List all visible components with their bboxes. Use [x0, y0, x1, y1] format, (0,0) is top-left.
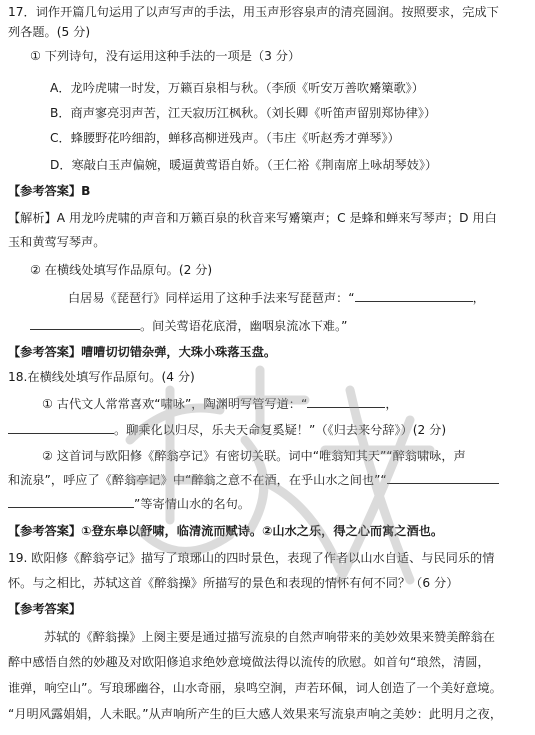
q19-answer-para2: 醉中感悟自然的妙趣及对欧阳修追求绝妙意境做法得以流传的欣慰。如首句“琅然，清圆， [8, 655, 490, 669]
answer-blank[interactable] [355, 290, 473, 302]
q18-answer: 【参考答案】①登东皋以舒啸，临清流而赋诗。②山水之乐，得之心而寓之酒也。 [8, 524, 444, 538]
answer-blank[interactable] [387, 472, 499, 484]
q17-option-b: B．商声寥亮羽声苦，江天寂历江枫秋。（刘长卿《听笛声留别郑协律》） [50, 106, 437, 120]
q18-title: 18.在横线处填写作品原句。(4 分) [8, 370, 195, 384]
q19-answer-para4: “月明风露娟娟，人未眠。”从声响所产生的巨大感人效果来写流泉声响之美妙：此明月之夜， [8, 707, 503, 721]
q18-item2-line3 [8, 496, 250, 512]
q17-fill-line1 [68, 290, 485, 306]
q18-item2-line1: ② 这首词与欧阳修《醉翁亭记》有密切关联。词中“唯翁知其天”“醉翁啸咏，声 [42, 449, 466, 463]
q18-item1-text: ① 古代文人常常喜欢“啸咏”，陶渊明写管写道：“ [42, 397, 308, 411]
q19-answer-para1: 苏轼的《醉翁操》上阕主要是通过描写流泉的自然声响带来的美妙效果来赞美醉翁在 [44, 630, 495, 644]
q17-option-c: C．蜂腰野花吟细韵，蝉移高柳迸残声。（韦庄《听赵秀才弹琴》） [50, 131, 400, 145]
q17-answer-1: 【参考答案】B [8, 184, 91, 198]
q17-answer-2: 【参考答案】嘈嘈切切错杂弹，大珠小珠落玉盘。 [8, 345, 277, 359]
answer-blank[interactable] [30, 318, 140, 330]
q17-stem-line1: 17．词作开篇几句运用了以声写声的手法，用玉声形容泉声的清亮圆润。按照要求，完成下 [8, 5, 499, 19]
q19-stem-line2: 怀。与之相比，苏轼这首《醉翁操》所描写的景色和表现的情怀有何不同？（6 分） [8, 576, 459, 590]
q17-fill-text: 白居易《琵琶行》同样运用了这种手法来写琵琶声：“ [68, 291, 355, 305]
q17-sub1: ① 下列诗句，没有运用这种手法的一项是（3 分） [30, 49, 301, 63]
q19-answer-para3: 谁弹，响空山”。写琅琊幽谷，山水奇丽，泉鸣空涧，声若环佩，词人创造了一个美好意境。 [8, 681, 502, 695]
q18-item2-text: 和流泉”，呼应了《醉翁亭记》中“醉翁之意不在酒，在乎山水之间也”“ [8, 473, 387, 487]
q18-item1-rest: 。聊乘化以归尽，乐夫天命复奚疑！”（《归去来兮辞》）(2 分) [114, 423, 447, 437]
q17-option-a: A．龙吟虎啸一时发，万籁百泉相与秋。（李颀《听安万善吹觱篥歌》） [50, 81, 424, 95]
q19-answer-label: 【参考答案】 [8, 602, 82, 616]
q18-item2-rest: ”等寄情山水的名句。 [134, 497, 251, 511]
q18-item1-line2 [8, 422, 446, 438]
answer-blank[interactable] [307, 396, 385, 408]
q18-item1-line1 [42, 396, 398, 412]
q17-option-d: D．寒敲白玉声偏婉，暖逼黄莺语自娇。（王仁裕《荆南席上咏胡琴妓》） [50, 158, 438, 172]
q19-stem-line1: 19. 欧阳修《醉翁亭记》描写了琅琊山的四时景色，表现了作者以山水自适、与民同乐的情 [8, 551, 495, 565]
q18-item2-line2 [8, 472, 499, 488]
answer-blank[interactable] [8, 496, 134, 508]
q18-item1-comma: ， [385, 397, 398, 411]
answer-blank[interactable] [8, 422, 114, 434]
q17-fill-rest: 。间关莺语花底滑，幽咽泉流冰下难。” [140, 319, 348, 333]
q17-stem-line2: 列各题。(5 分) [8, 25, 91, 39]
q17-fill-line2 [30, 318, 347, 334]
q17-analysis-line1: 【解析】A 用龙吟虎啸的声音和万籁百泉的秋音来写觱篥声；C 是蜂和蝉来写琴声；D 用白 [8, 211, 497, 225]
q17-sub2: ② 在横线处填写作品原句。(2 分) [30, 263, 213, 277]
q17-fill-comma: ， [472, 291, 485, 305]
q17-analysis-line2: 玉和黄莺写琴声。 [8, 235, 106, 249]
